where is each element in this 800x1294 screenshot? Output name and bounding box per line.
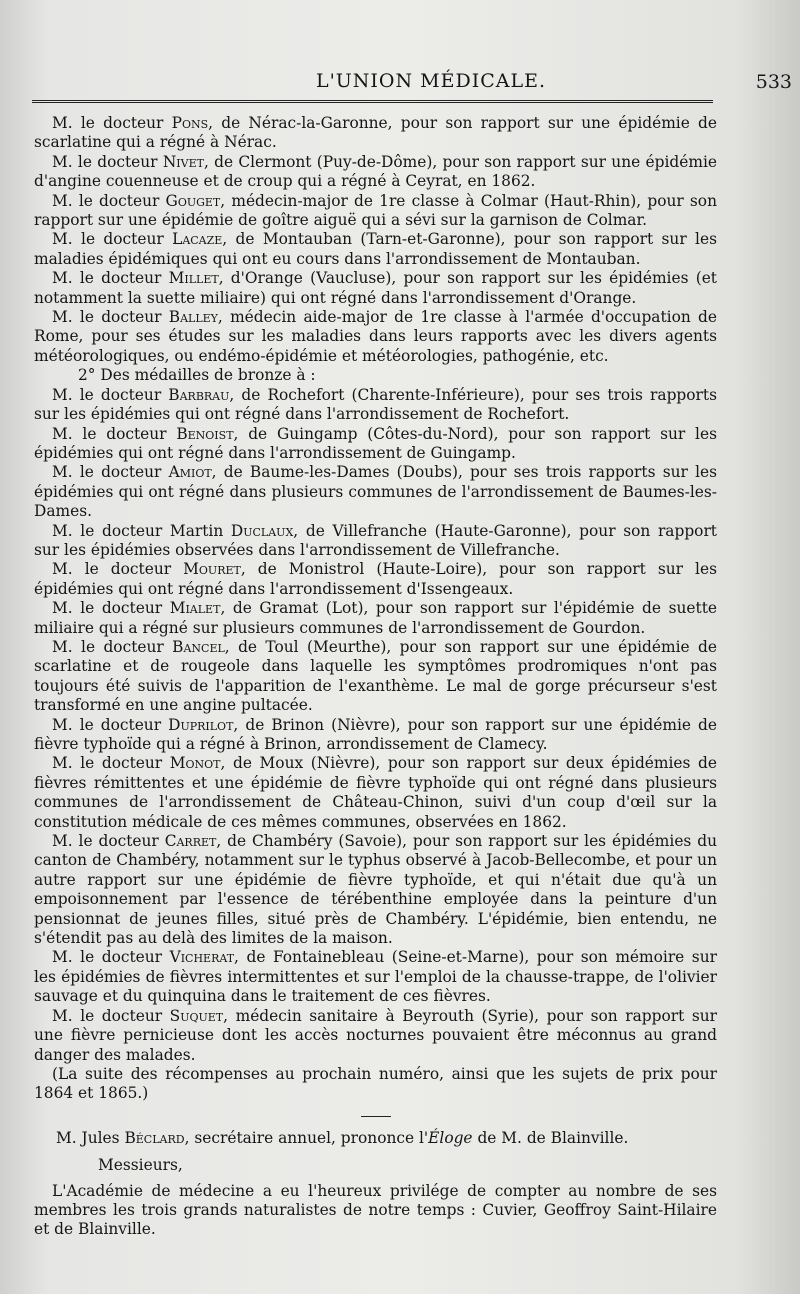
- physician-name: Carret: [164, 832, 217, 851]
- award-entry: M. le docteur Amiot, de Baume-les-Dames (Doubs), pour ses trois rapports sur les épidémies qui ont régné dans plusieurs communes de l'arrondissement de Baumes-les-Dames.: [34, 463, 717, 521]
- physician-name: Barbrau: [168, 385, 230, 404]
- award-entry: M. le docteur Millet, d'Orange (Vaucluse), pour son rapport sur les épidémies (et notamment la suette miliaire) qui ont régné dans l'arrondissement d'Orange.: [34, 269, 717, 307]
- physician-name: Duclaux: [230, 521, 294, 540]
- award-entry: M. le docteur Mouret, de Monistrol (Haute-Loire), pour son rapport sur les épidémies qui ont régné dans l'arrondissement d'Issengeaux.: [34, 560, 717, 598]
- eloge-word: Éloge: [428, 1128, 473, 1147]
- physician-name: Gouget: [165, 191, 221, 210]
- speech-paragraph: L'Académie de médecine a eu l'heureux privilége de compter au nombre de ses membres les trois grands naturalistes de notre temps : Cuvier, Geoffroy Saint-Hilaire et de Blainville.: [34, 1181, 717, 1239]
- award-entry: M. le docteur Benoist, de Guingamp (Côtes-du-Nord), pour son rapport sur les épidémies qui ont régné dans l'arrondissement de Guingamp.: [34, 424, 717, 462]
- gold-medal-list: [34, 114, 717, 366]
- physician-name: Amiot: [168, 463, 212, 482]
- physician-name: Vicherat: [169, 948, 235, 967]
- award-entry: M. le docteur Barbrau, de Rochefort (Charente-Inférieure), pour ses trois rapports sur les épidémies qui ont régné dans l'arrondissement de Rochefort.: [34, 385, 717, 424]
- section-heading: 2° Des médailles de bronze à :: [78, 366, 316, 385]
- article-body: [34, 114, 717, 1240]
- award-entry: M. le docteur Suquet, médecin sanitaire à Beyrouth (Syrie), pour son rapport sur une fièvre pernicieuse dont les accès nocturnes pouvaient être méconnus au grand danger des malades.: [34, 1006, 717, 1064]
- physician-name: Pons: [171, 114, 209, 132]
- physician-name: Bancel: [172, 637, 225, 656]
- physician-name: Balley: [168, 308, 218, 327]
- physician-name: Mouret: [183, 560, 241, 579]
- award-entry: M. le docteur Duprilot, de Brinon (Nièvre), pour son rapport sur une épidémie de fièvre typhoïde qui a régné à Brinon, arrondissement de Clamecy.: [34, 715, 717, 753]
- header-rule: [32, 100, 713, 103]
- physician-name: Benoist: [176, 424, 234, 443]
- physician-name: Lacaze: [172, 230, 223, 249]
- bronze-medal-list: [34, 386, 717, 1065]
- award-entry: M. le docteur Carret, de Chambéry (Savoie), pour son rapport sur les épidémies du canton de Chambéry, notamment sur le typhus observé à Jacob-Bellecombe, et pour un autre rapport sur une épidémie de fièvre typhoïde, et qui n'était due qu'à un empoisonnement par l'essence de térébenthine employée dans la peinture d'un pensionnat de jeunes filles, situé près de Chambéry. L'épidémie, bien entendu, ne s'étendit pas au delà des limites de la maison.: [34, 832, 717, 948]
- award-entry: M. le docteur Bancel, de Toul (Meurthe), pour son rapport sur une épidémie de scarlatine et de rougeole dans laquelle les symptômes prodromiques n'ont pas toujours été suivis de l'apparition de l'exanthème. Le mal de gorge précurseur s'est transformé en une angine pultacée.: [34, 637, 717, 715]
- award-entry: M. le docteur Martin Duclaux, de Villefranche (Haute-Garonne), pour son rapport sur les épidémies observées dans l'arrondissement de Villefranche.: [34, 521, 717, 559]
- section-divider: [361, 1116, 391, 1117]
- award-entry: M. le docteur Vicherat, de Fontainebleau (Seine-et-Marne), pour son mémoire sur les épidémies de fièvres intermittentes et sur l'emploi de la chausse-trappe, de l'olivier sauvage et du quinquina dans le traitement de ces fièvres.: [34, 948, 717, 1006]
- physician-name: Mialet: [169, 599, 221, 618]
- award-entry: M. le docteur Pons, de Nérac-la-Garonne, pour son rapport sur une épidémie de scarlatine qui a régné à Nérac.: [34, 114, 717, 152]
- award-entry: M. le docteur Gouget, médecin-major de 1re classe à Colmar (Haut-Rhin), pour son rapport sur une épidémie de goître aiguë qui a sévi sur la garnison de Colmar.: [34, 191, 717, 230]
- running-title: L'UNION MÉDICALE.: [315, 70, 547, 92]
- award-entry: M. le docteur Mialet, de Gramat (Lot), pour son rapport sur l'épidémie de suette miliaire qui a régné sur plusieurs communes de l'arrondissement de Gourdon.: [34, 599, 717, 637]
- speaker-name: Béclard: [124, 1128, 185, 1147]
- award-entry: M. le docteur Monot, de Moux (Nièvre), pour son rapport sur deux épidémies de fièvres rémittentes et une épidémie de fièvre typhoïde qui ont régné dans plusieurs communes de l'arrondissement de Château-Chinon, suivi d'un coup d'œil sur la constitution médicale de ces mêmes communes, observées en 1862.: [34, 754, 717, 831]
- physician-name: Millet: [168, 269, 219, 288]
- continuation-note: (La suite des récompenses au prochain numéro, ainsi que les sujets de prix pour 1864 et 1865.): [34, 1064, 717, 1103]
- award-entry: M. le docteur Balley, médecin aide-major de 1re classe à l'armée d'occupation de Rome, pour ses études sur les maladies dans leurs rapports avec les divers agents météorologiques, ou endémo-épidémie et météorologies, pathogénie, etc.: [34, 308, 717, 365]
- physician-name: Nivet: [162, 152, 204, 171]
- salutation: Messieurs,: [98, 1156, 183, 1175]
- physician-name: Monot: [169, 754, 221, 773]
- award-entry: M. le docteur Lacaze, de Montauban (Tarn-et-Garonne), pour son rapport sur les maladies épidémiques qui ont eu cours dans l'arrondissement de Montauban.: [34, 230, 717, 268]
- page-header: [32, 70, 792, 100]
- physician-name: Duprilot: [168, 715, 234, 734]
- page-number: 533: [755, 71, 792, 93]
- award-entry: M. le docteur Nivet, de Clermont (Puy-de-Dôme), pour son rapport sur une épidémie d'angine couenneuse et de croup qui a régné à Ceyrat, en 1862.: [34, 152, 717, 191]
- physician-name: Suquet: [169, 1006, 224, 1025]
- eloge-announcement: M. Jules Béclard, secrétaire annuel, prononce l'Éloge de M. de Blainville.: [56, 1128, 629, 1147]
